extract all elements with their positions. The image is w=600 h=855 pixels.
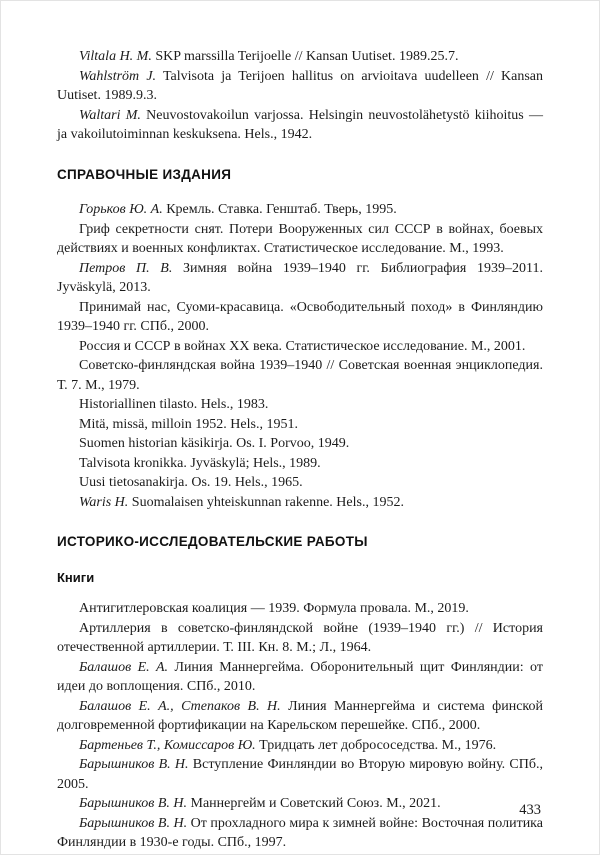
entry-text: Маннергейм и Советский Союз. М., 2021.: [187, 796, 441, 811]
entry-text: Talvisota ja Terijoen hallitus on arvioitava uudelleen // Kansan Uutiset. 1989.9.3.: [57, 68, 543, 103]
bibliography-entry: [57, 220, 543, 259]
entry-author: Барышников В. Н.: [79, 815, 188, 831]
section-subheading: Книги: [57, 569, 95, 585]
entry-text: Зимняя война 1939–1940 гг. Библиография 1939–2011. Jyväskylä, 2013.: [57, 260, 544, 295]
entry-text: Mitä, missä, milloin 1952. Hels., 1951.: [79, 416, 298, 432]
bibliography-entry: [57, 736, 543, 756]
entry-text: SKP marssilla Terijoelle // Kansan Uutiset. 1989.25.7.: [151, 49, 459, 64]
entry-text: Uusi tietosanakirja. Os. 19. Hels., 1965.: [79, 475, 303, 490]
bibliography-entry: [57, 658, 543, 697]
entry-text: Тридцать лет добрососедства. М., 1976.: [255, 737, 497, 753]
entry-author: Барышников В. Н.: [79, 796, 188, 811]
entry-author: Waltari M.: [79, 107, 141, 123]
entry-text: Артиллерия в советско-финляндской войне (1939–1940 гг.) // История отечественной артиллерии. Т. III. Кн. 8. М.; Л., 1964.: [57, 620, 543, 655]
entry-author: Бартеньев Т., Комиссаров Ю.: [79, 737, 256, 753]
entry-author: Viltala H. M.: [79, 49, 152, 64]
entry-text: Historiallinen tilasto. Hels., 1983.: [79, 397, 269, 412]
bibliography-entry: [57, 67, 543, 106]
bibliography-entry: [57, 47, 543, 67]
bibliography-entry: [57, 473, 543, 493]
bibliography-content: [57, 47, 543, 853]
bibliography-entry: [57, 619, 543, 658]
entry-text: Антигитлеровская коалиция — 1939. Формула провала. М., 2019.: [79, 601, 469, 616]
entry-text: Советско-финляндская война 1939–1940 // Советская военная энциклопедия. Т. 7. М., 1979.: [57, 358, 543, 393]
entry-text: Гриф секретности снят. Потери Вооруженных сил СССР в войнах, боевых действиях и военных конфликтах. Статистическое исследование. М., 1993.: [57, 221, 543, 256]
section-heading: СПРАВОЧНЫЕ ИЗДАНИЯ: [57, 166, 232, 182]
bibliography-entry: [57, 454, 543, 474]
entry-text: Talvisota kronikka. Jyväskylä; Hels., 1989.: [79, 455, 321, 471]
bibliography-entry: [57, 395, 543, 415]
entry-text: Кремль. Ставка. Генштаб. Тверь, 1995.: [162, 202, 397, 217]
page-number: 433: [519, 801, 541, 818]
entry-text: Линия Маннергейма. Оборонительный щит Финляндии: от идеи до воплощения. СПб., 2010.: [57, 659, 543, 694]
bibliography-entry: [57, 434, 543, 454]
bibliography-entry: [57, 356, 543, 395]
bibliography-entry: [57, 415, 543, 435]
entry-text: Neuvostovakoilun varjossa. Helsingin neuvostolähetystö kiihoitus — ja vakoilutoiminnan keskuksena. Hels., 1942.: [57, 107, 544, 142]
entry-text: Вступление Финляндии во Вторую мировую войну. СПб., 2005.: [57, 757, 544, 792]
bibliography-entry: [57, 697, 543, 736]
bibliography-entry: [57, 814, 543, 853]
entry-text: Линия Маннергейма и система финской долговременной фортификации на Карельском перешейке. СПб., 2000.: [57, 698, 543, 733]
section-heading: ИСТОРИКО-ИССЛЕДОВАТЕЛЬСКИЕ РАБОТЫ: [57, 534, 368, 549]
entry-author: Балашов Е. А.: [79, 659, 169, 675]
entry-text: Россия и СССР в войнах XX века. Статистическое исследование. М., 2001.: [79, 338, 526, 354]
entry-author: Петров П. В.: [79, 260, 173, 276]
entry-author: Балашов Е. А., Степаков В. Н.: [79, 698, 281, 714]
bibliography-entry: [57, 337, 543, 357]
bibliography-entry: [57, 200, 543, 220]
entry-author: Wahlström J.: [79, 68, 157, 84]
bibliography-entry: [57, 599, 543, 619]
bibliography-entry: [57, 794, 543, 814]
entry-text: От прохладного мира к зимней войне: Восточная политика Финляндии в 1930-е годы. СПб., 1997.: [57, 815, 543, 850]
bibliography-entry: [57, 106, 543, 145]
entry-author: Waris H.: [79, 494, 129, 510]
entry-text: Suomen historian käsikirja. Os. I. Porvoo, 1949.: [79, 436, 350, 451]
entry-text: Suomalaisen yhteiskunnan rakenne. Hels., 1952.: [128, 494, 404, 510]
bibliography-entry: [57, 755, 543, 794]
entry-text: Принимай нас, Суоми-красавица. «Освободительный поход» в Финляндию 1939–1940 гг. СПб., 2000.: [57, 299, 543, 334]
bibliography-entry: [57, 298, 543, 337]
bibliography-entry: [57, 493, 543, 513]
bibliography-entry: [57, 259, 543, 298]
entry-author: Барышников В. Н.: [79, 757, 189, 772]
entry-author: Горьков Ю. А.: [79, 202, 163, 217]
